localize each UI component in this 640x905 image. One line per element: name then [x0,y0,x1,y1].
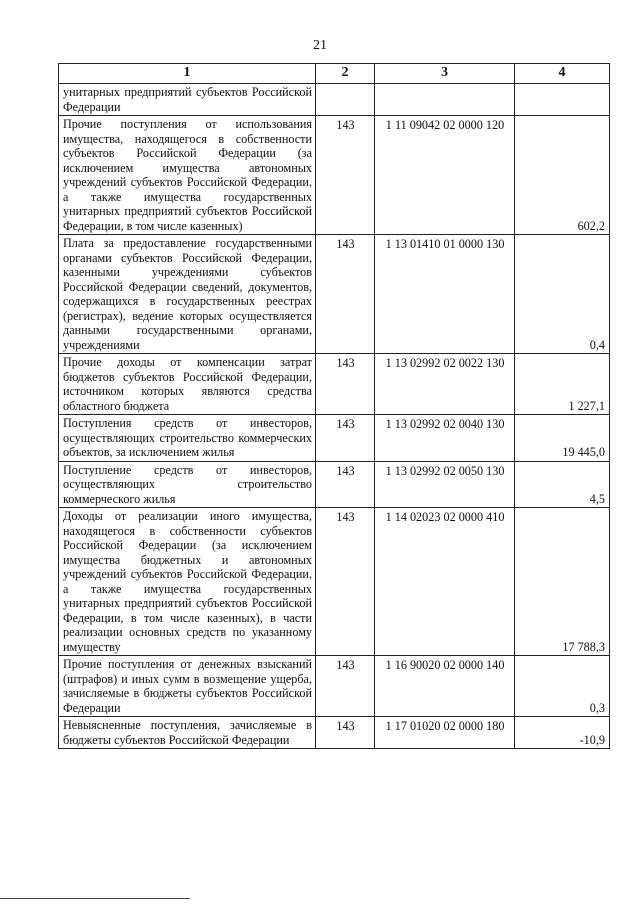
row-name: Поступления средств от инвесторов, осуществляющих строительство коммерческих объектов, за исключением жилья [59,415,316,462]
table-row [59,461,610,508]
table-row [59,508,610,656]
table-row [59,354,610,415]
row-amount: -10,9 [515,717,610,749]
table-row [59,717,610,749]
row-amount: 0,4 [515,235,610,354]
table-row [59,116,610,235]
row-budget-code: 1 14 02023 02 0000 410 [375,508,515,656]
row-budget-code [375,84,515,116]
row-name: Прочие поступления от использования имущества, находящегося в собственности субъектов Российской Федерации (за исключением имущества автономных учреждений субъектов Российской Федерации, а также имущества государственных унитарных предприятий субъектов Российской Федерации, в том числе казенных) [59,116,316,235]
row-admin-code [316,84,375,116]
budget-revenue-table [58,63,610,749]
row-name: Плата за предоставление государственными органами субъектов Российской Федерации, казенными учреждениями субъектов Российской Федерации сведений, документов, содержащихся в государственных реестрах (регистрах), ведение которых осуществляется данными государственными органами, учреждениями [59,235,316,354]
row-amount: 19 445,0 [515,415,610,462]
row-name: Поступление средств от инвесторов, осуществляющих строительство коммерческого жилья [59,461,316,508]
footer-divider [0,898,190,899]
row-amount: 17 788,3 [515,508,610,656]
row-admin-code: 143 [316,415,375,462]
column-header-admin: 2 [316,64,375,84]
row-amount: 0,3 [515,656,610,717]
row-admin-code: 143 [316,656,375,717]
row-budget-code: 1 13 02992 02 0022 130 [375,354,515,415]
row-budget-code: 1 13 01410 01 0000 130 [375,235,515,354]
row-amount: 4,5 [515,461,610,508]
table-row [59,235,610,354]
row-budget-code: 1 17 01020 02 0000 180 [375,717,515,749]
row-admin-code: 143 [316,235,375,354]
column-header-code: 3 [375,64,515,84]
page-number: 21 [313,38,327,53]
column-header-name: 1 [59,64,316,84]
row-admin-code: 143 [316,717,375,749]
table-header-row [59,64,610,84]
row-amount: 602,2 [515,116,610,235]
row-admin-code: 143 [316,508,375,656]
row-amount: 1 227,1 [515,354,610,415]
row-name: Прочие доходы от компенсации затрат бюджетов субъектов Российской Федерации, источником которых являются средства областного бюджета [59,354,316,415]
row-admin-code: 143 [316,461,375,508]
row-admin-code: 143 [316,116,375,235]
table-row [59,84,610,116]
row-amount [515,84,610,116]
row-name: Доходы от реализации иного имущества, находящегося в собственности субъектов Российской Федерации (за исключением имущества бюджетных и автономных учреждений субъектов Российской Федерации, а также имущества государственных унитарных предприятий субъектов Российской Федерации, в том числе казенных), в части реализации основных средств по указанному имуществу [59,508,316,656]
table-row [59,415,610,462]
row-name: Невыясненные поступления, зачисляемые в бюджеты субъектов Российской Федерации [59,717,316,749]
row-budget-code: 1 13 02992 02 0040 130 [375,415,515,462]
row-budget-code: 1 11 09042 02 0000 120 [375,116,515,235]
table-row [59,656,610,717]
row-budget-code: 1 16 90020 02 0000 140 [375,656,515,717]
row-name: Прочие поступления от денежных взысканий (штрафов) и иных сумм в возмещение ущерба, зачисляемые в бюджеты субъектов Российской Федерации [59,656,316,717]
row-name: унитарных предприятий субъектов Российской Федерации [59,84,316,116]
row-admin-code: 143 [316,354,375,415]
row-budget-code: 1 13 02992 02 0050 130 [375,461,515,508]
column-header-amount: 4 [515,64,610,84]
